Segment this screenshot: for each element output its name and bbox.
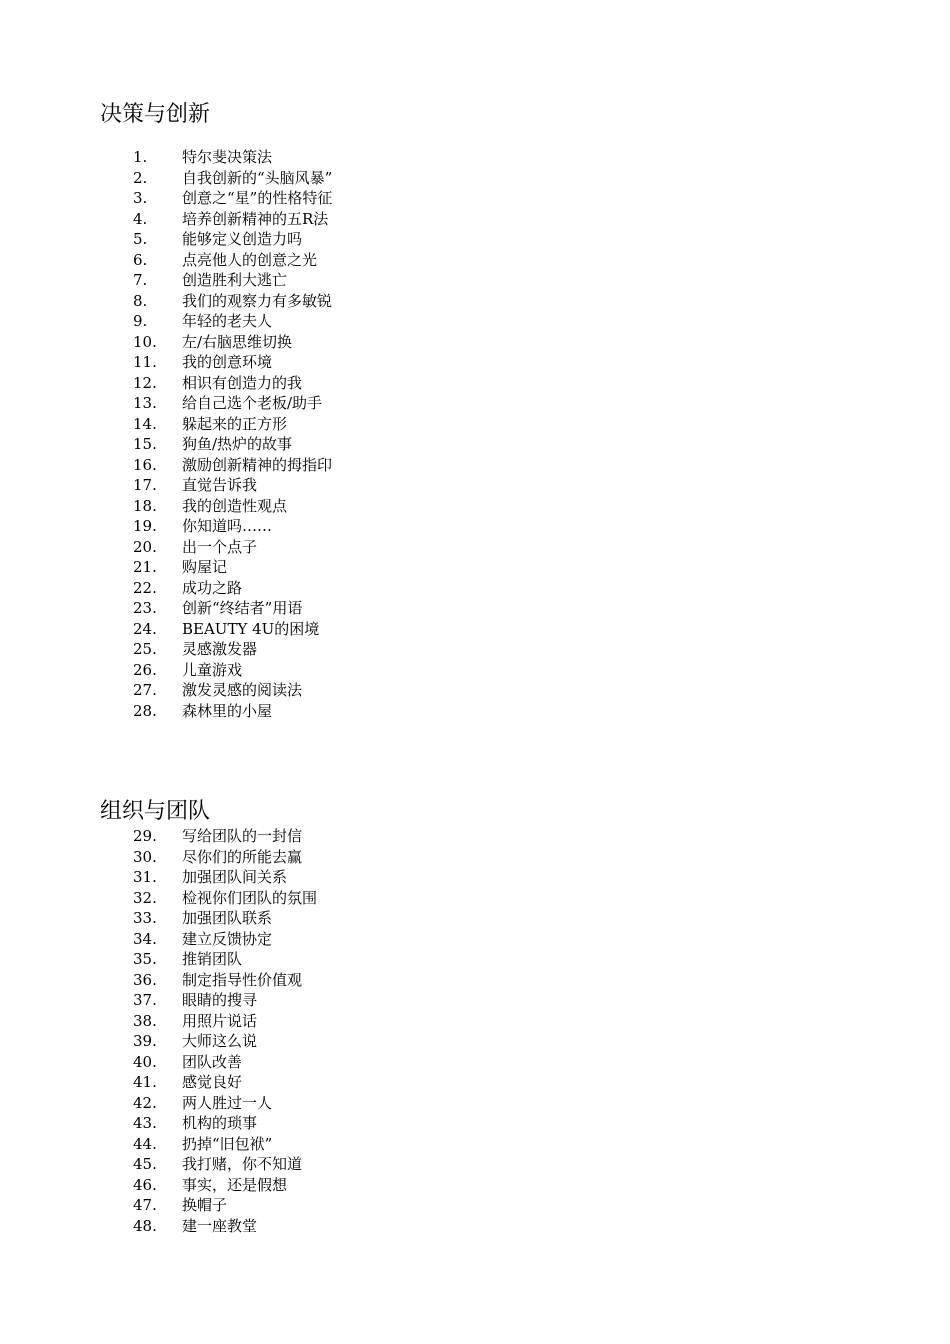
list-item-text: 我们的观察力有多敏锐 xyxy=(182,291,333,310)
list-item-number: 45. xyxy=(133,1155,157,1173)
list-item-text: 出一个点子 xyxy=(182,537,258,556)
list-item-text: 给自己选个老板/助手 xyxy=(182,394,323,412)
list-item-text: 能够定义创造力吗 xyxy=(182,230,303,248)
list-item-text: 灵感激发器 xyxy=(182,640,258,658)
list-item-text: 直觉告诉我 xyxy=(182,476,258,494)
list-item-text: 培养创新精神的五R法 xyxy=(182,209,329,228)
list-item-number: 4. xyxy=(133,209,148,228)
list-item-number: 17. xyxy=(133,476,157,494)
list-item-number: 33. xyxy=(133,909,157,927)
list-item-text: 推销团队 xyxy=(182,950,243,968)
list-item-number: 6. xyxy=(133,250,148,269)
list-item-text: 森林里的小屋 xyxy=(182,701,273,720)
list-item-number: 28. xyxy=(133,701,157,720)
list-item-text: 你知道吗…… xyxy=(182,517,273,535)
list-item-text: 创新“终结者”用语 xyxy=(182,599,303,617)
list-item-text: 建立反馈协定 xyxy=(182,929,273,948)
list-item-text: 点亮他人的创意之光 xyxy=(182,250,318,269)
list-item-text: 团队改善 xyxy=(182,1052,243,1071)
list-item-text: 机构的琐事 xyxy=(182,1114,258,1132)
list-item-number: 46. xyxy=(133,1175,157,1194)
list-item-number: 10. xyxy=(133,332,157,351)
list-item-number: 43. xyxy=(133,1114,157,1132)
list-item-text: 狗鱼/热炉的故事 xyxy=(182,435,293,453)
list-item-number: 24. xyxy=(133,619,157,638)
list-item-text: 创造胜利大逃亡 xyxy=(182,271,288,289)
list-item-number: 30. xyxy=(133,847,157,866)
list-item-text: 眼睛的搜寻 xyxy=(182,991,258,1009)
list-item-number: 40. xyxy=(133,1052,157,1071)
section-title-decision-innovation: 决策与创新 xyxy=(100,102,211,127)
list-item-text: 特尔斐决策法 xyxy=(182,148,273,166)
list-item-number: 22. xyxy=(133,578,157,597)
list-item-text: 加强团队间关系 xyxy=(182,868,288,886)
list-item-number: 23. xyxy=(133,599,157,617)
list-item-number: 18. xyxy=(133,496,157,515)
list-item-text: 躲起来的正方形 xyxy=(182,414,288,433)
list-item-number: 48. xyxy=(133,1216,157,1235)
list-item-text: 扔掉“旧包袱” xyxy=(182,1134,273,1153)
list-item-text: 检视你们团队的氛围 xyxy=(182,888,318,907)
list-item-text: 建一座教堂 xyxy=(182,1216,258,1235)
list-item-text: 激励创新精神的拇指印 xyxy=(182,455,333,474)
list-item-number: 1. xyxy=(133,148,148,166)
section-title-organization-team: 组织与团队 xyxy=(100,799,211,824)
list-item-number: 20. xyxy=(133,537,157,556)
list-item-number: 47. xyxy=(133,1196,157,1214)
list-item-number: 31. xyxy=(133,868,157,886)
list-item-number: 7. xyxy=(133,271,148,289)
list-item-text: 换帽子 xyxy=(182,1196,228,1214)
list-item-number: 11. xyxy=(133,353,157,371)
list-item-number: 25. xyxy=(133,640,157,658)
list-item-number: 38. xyxy=(133,1011,157,1030)
list-item-text: 自我创新的“头脑风暴” xyxy=(182,168,333,187)
list-item-text: 创意之“星”的性格特征 xyxy=(182,189,333,207)
list-item-text: 制定指导性价值观 xyxy=(182,970,303,989)
list-item-number: 9. xyxy=(133,312,148,330)
list-item-text: 成功之路 xyxy=(182,578,243,597)
list-item-text: BEAUTY 4U的困境 xyxy=(182,619,320,638)
list-item-text: 儿童游戏 xyxy=(182,660,243,679)
list-item-number: 42. xyxy=(133,1093,157,1112)
list-item-text: 我的创造性观点 xyxy=(182,496,288,515)
list-item-number: 27. xyxy=(133,681,157,699)
list-item-text: 我打赌，你不知道 xyxy=(182,1155,303,1173)
list-item-number: 37. xyxy=(133,991,157,1009)
list-item-number: 15. xyxy=(133,435,157,453)
list-item-text: 年轻的老夫人 xyxy=(182,312,273,330)
list-item-number: 35. xyxy=(133,950,157,968)
list-item-number: 26. xyxy=(133,660,157,679)
list-item-text: 购屋记 xyxy=(182,558,228,576)
list-item-number: 2. xyxy=(133,168,148,187)
list-item-text: 我的创意环境 xyxy=(182,353,273,371)
list-item-text: 尽你们的所能去赢 xyxy=(182,847,303,866)
list-item-text: 相识有创造力的我 xyxy=(182,373,303,392)
list-item-number: 19. xyxy=(133,517,157,535)
list-item-number: 3. xyxy=(133,189,148,207)
list-item-text: 用照片说话 xyxy=(182,1011,258,1030)
list-item-number: 29. xyxy=(133,827,157,845)
list-item-number: 41. xyxy=(133,1073,157,1091)
list-item-number: 14. xyxy=(133,414,157,433)
list-item-text: 写给团队的一封信 xyxy=(182,827,303,845)
list-item-number: 8. xyxy=(133,291,148,310)
list-item-number: 21. xyxy=(133,558,157,576)
list-item-number: 36. xyxy=(133,970,157,989)
list-item-text: 两人胜过一人 xyxy=(182,1093,273,1112)
list-item-text: 激发灵感的阅读法 xyxy=(182,681,303,699)
list-item-number: 34. xyxy=(133,929,157,948)
list-item-text: 左/右脑思维切换 xyxy=(182,332,293,351)
list-item-text: 大师这么说 xyxy=(182,1032,258,1050)
list-item-text: 事实，还是假想 xyxy=(182,1175,288,1194)
list-item-text: 加强团队联系 xyxy=(182,909,273,927)
list-item-number: 12. xyxy=(133,373,157,392)
list-item-number: 13. xyxy=(133,394,157,412)
list-item-number: 32. xyxy=(133,888,157,907)
list-item-number: 44. xyxy=(133,1134,157,1153)
list-item-number: 5. xyxy=(133,230,148,248)
list-item-number: 16. xyxy=(133,455,157,474)
list-item-text: 感觉良好 xyxy=(182,1073,243,1091)
list-item-number: 39. xyxy=(133,1032,157,1050)
